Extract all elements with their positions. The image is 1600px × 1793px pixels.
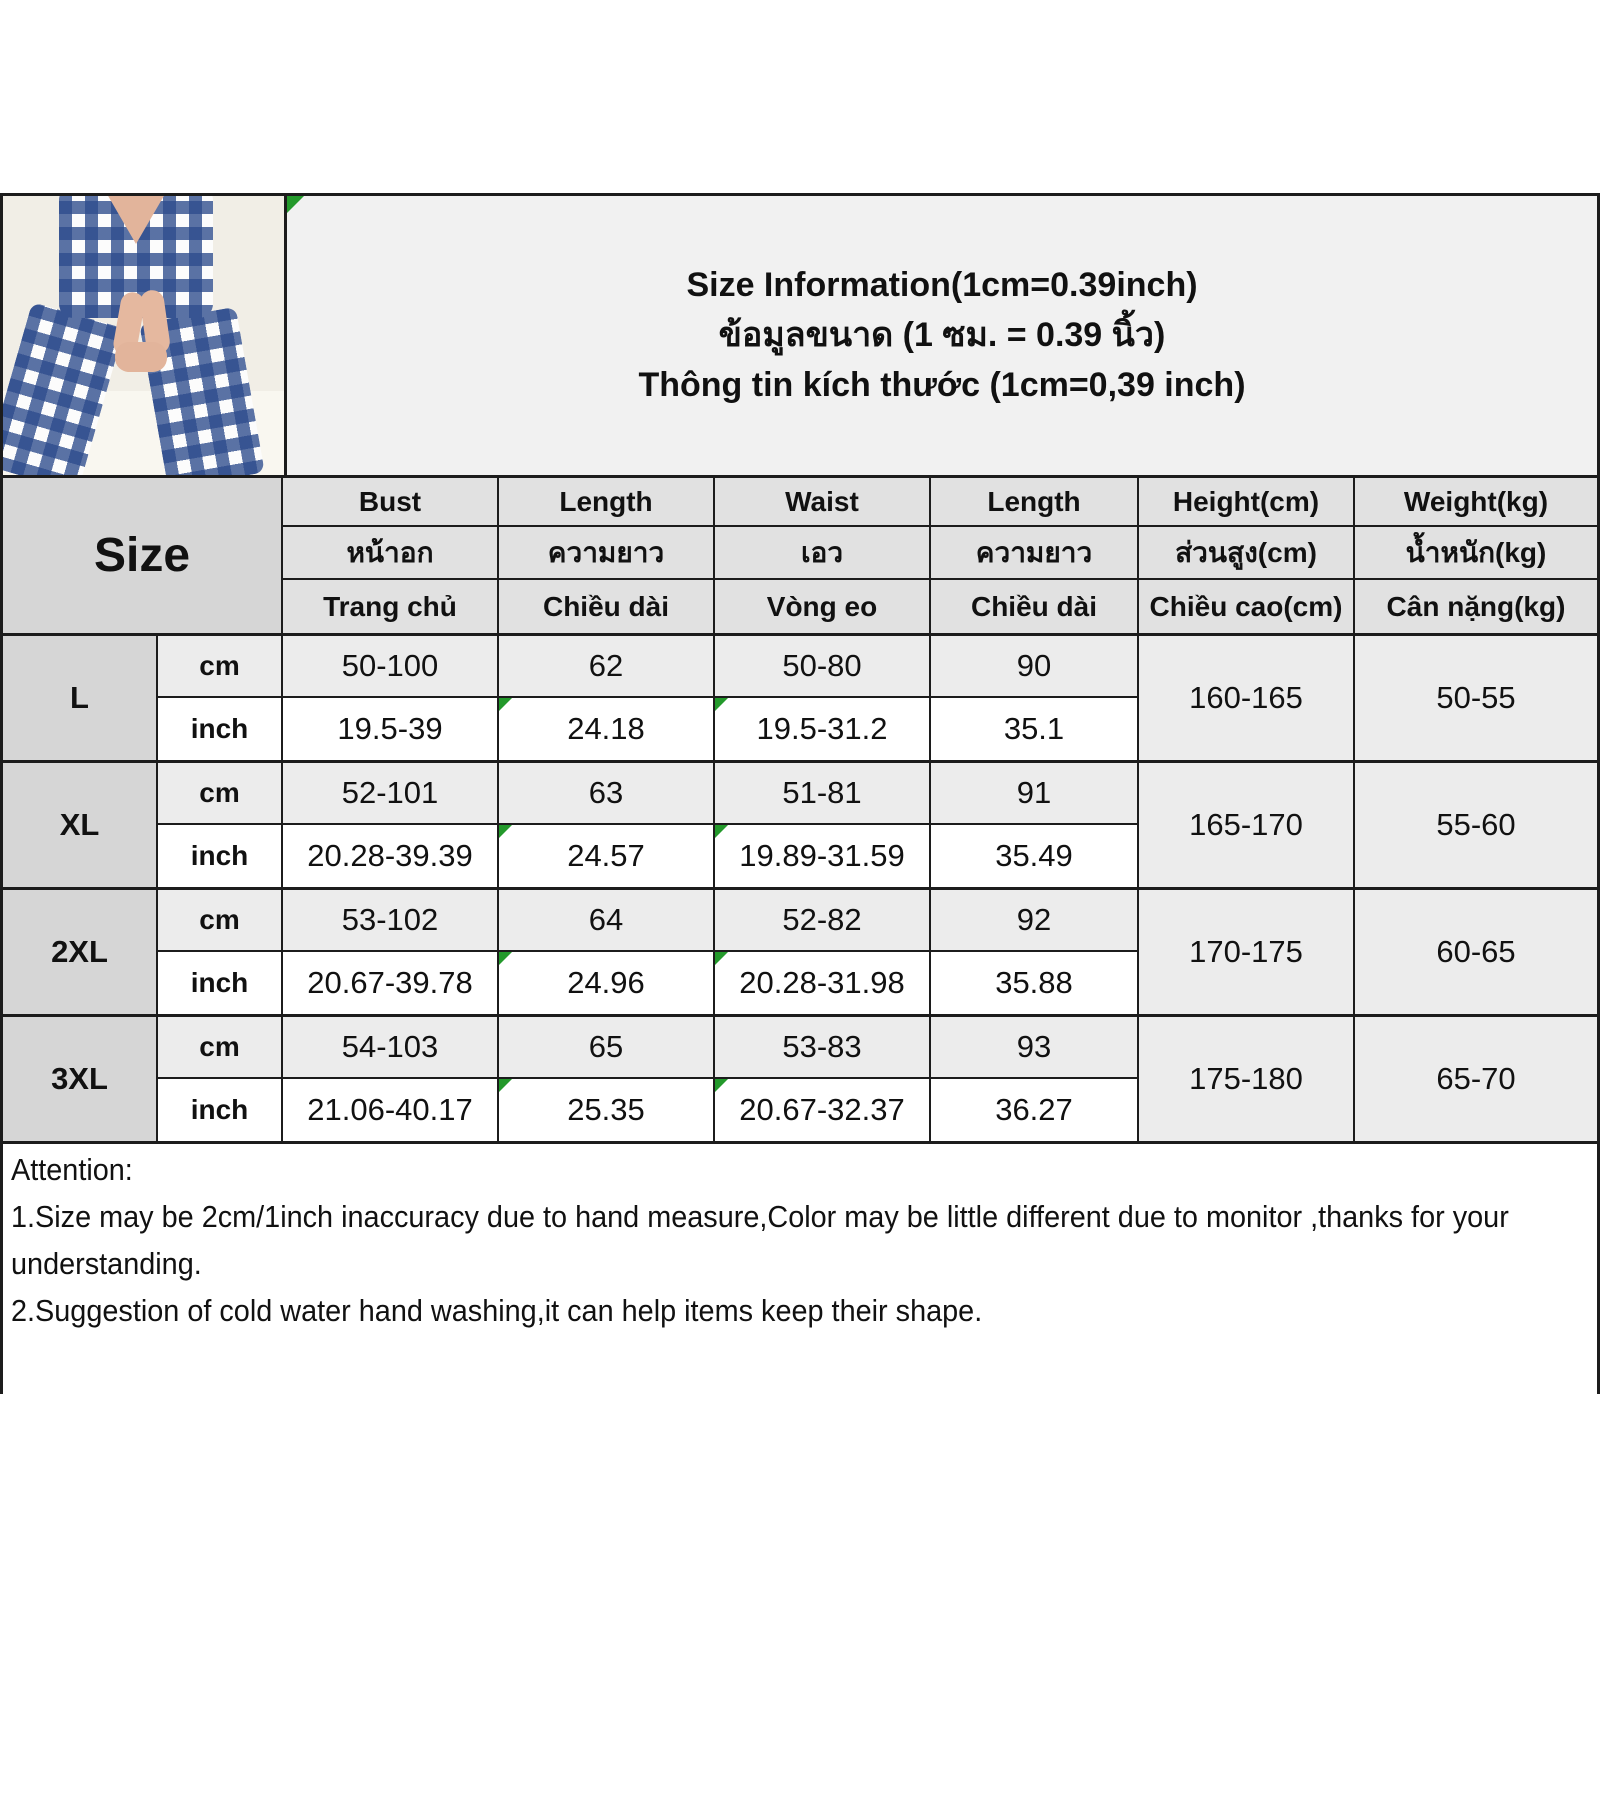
size-cell: XL [3, 763, 158, 887]
size-group-3xl [3, 1017, 1597, 1144]
header-height-vi: Chiều cao(cm) [1139, 580, 1355, 633]
header-weight-th: น้ำหนัก(kg) [1355, 527, 1597, 580]
header-height-th: ส่วนสูง(cm) [1139, 527, 1355, 580]
length2-cm-value: 92 [931, 890, 1139, 952]
attention-line-1: 1.Size may be 2cm/1inch inaccuracy due to hand measure,Color may be little different due to monitor ,thanks for your understanding. [11, 1198, 1509, 1282]
height-value: 175-180 [1139, 1017, 1355, 1141]
waist-inch-value [715, 825, 931, 887]
title-vi: Thông tin kích thước (1cm=0,39 inch) [638, 366, 1246, 405]
length-inch-text: 24.18 [567, 711, 645, 746]
length-inch-text: 24.96 [567, 965, 645, 1000]
waist-inch-text: 20.28-31.98 [739, 965, 905, 1000]
length-inch-value [499, 825, 715, 887]
size-cell: L [3, 636, 158, 760]
size-group-xl [3, 763, 1597, 890]
unit-cm-cell: cm [158, 890, 283, 952]
unit-inch-cell: inch [158, 825, 283, 887]
length-cm-value: 62 [499, 636, 715, 698]
size-header-cell: Size [3, 478, 283, 633]
length2-inch-value: 36.27 [931, 1079, 1139, 1141]
length2-inch-value: 35.88 [931, 952, 1139, 1014]
length2-inch-value: 35.49 [931, 825, 1139, 887]
model-hands [115, 342, 167, 372]
waist-inch-text: 19.89-31.59 [739, 838, 905, 873]
size-group-2xl [3, 890, 1597, 1017]
cell-flag-icon [499, 1079, 512, 1092]
bust-inch-value: 21.06-40.17 [283, 1079, 499, 1141]
cell-flag-icon [715, 952, 728, 965]
weight-value: 60-65 [1355, 890, 1597, 1014]
bust-inch-value: 19.5-39 [283, 698, 499, 760]
bust-cm-value: 52-101 [283, 763, 499, 825]
height-value: 170-175 [1139, 890, 1355, 1014]
header-weight-en: Weight(kg) [1355, 478, 1597, 527]
waist-cm-value: 53-83 [715, 1017, 931, 1079]
header-weight-vi: Cân nặng(kg) [1355, 580, 1597, 633]
length-inch-text: 24.57 [567, 838, 645, 873]
waist-inch-text: 20.67-32.37 [739, 1092, 905, 1127]
length-inch-text: 25.35 [567, 1092, 645, 1127]
attention-heading: Attention: [11, 1152, 133, 1187]
waist-cm-value: 51-81 [715, 763, 931, 825]
product-photo [3, 196, 287, 475]
header-length2-en: Length [931, 478, 1139, 527]
cell-flag-icon [499, 698, 512, 711]
unit-cm-cell: cm [158, 763, 283, 825]
cell-flag-icon [715, 825, 728, 838]
header-length2-vi: Chiều dài [931, 580, 1139, 633]
cell-comment-flag-icon [287, 196, 304, 213]
weight-value: 65-70 [1355, 1017, 1597, 1141]
table-header [3, 478, 1597, 636]
weight-value: 50-55 [1355, 636, 1597, 760]
waist-inch-text: 19.5-31.2 [756, 711, 888, 746]
header-length-vi: Chiều dài [499, 580, 715, 633]
cell-flag-icon [499, 952, 512, 965]
waist-inch-value [715, 1079, 931, 1141]
height-value: 165-170 [1139, 763, 1355, 887]
size-cell: 3XL [3, 1017, 158, 1141]
waist-cm-value: 52-82 [715, 890, 931, 952]
title-en: Size Information(1cm=0.39inch) [686, 265, 1198, 304]
length2-cm-value: 93 [931, 1017, 1139, 1079]
unit-cm-cell: cm [158, 636, 283, 698]
top-row [3, 196, 1597, 478]
bust-cm-value: 54-103 [283, 1017, 499, 1079]
bust-cm-value: 50-100 [283, 636, 499, 698]
length-cm-value: 65 [499, 1017, 715, 1079]
waist-cm-value: 50-80 [715, 636, 931, 698]
length-cm-value: 64 [499, 890, 715, 952]
bust-inch-value: 20.67-39.78 [283, 952, 499, 1014]
bust-cm-value: 53-102 [283, 890, 499, 952]
unit-inch-cell: inch [158, 698, 283, 760]
waist-inch-value [715, 952, 931, 1014]
header-length-th: ความยาว [499, 527, 715, 580]
header-height-en: Height(cm) [1139, 478, 1355, 527]
unit-inch-cell: inch [158, 1079, 283, 1141]
attention-note [3, 1144, 1597, 1394]
length-inch-value [499, 952, 715, 1014]
attention-line-2: 2.Suggestion of cold water hand washing,it can help items keep their shape. [11, 1293, 983, 1329]
header-waist-en: Waist [715, 478, 931, 527]
header-bust-th: หน้าอก [283, 527, 499, 580]
weight-value: 55-60 [1355, 763, 1597, 887]
size-chart-sheet [0, 193, 1600, 1394]
header-length2-th: ความยาว [931, 527, 1139, 580]
length-inch-value [499, 1079, 715, 1141]
size-group-l [3, 636, 1597, 763]
height-value: 160-165 [1139, 636, 1355, 760]
unit-inch-cell: inch [158, 952, 283, 1014]
length2-inch-value: 35.1 [931, 698, 1139, 760]
header-waist-vi: Vòng eo [715, 580, 931, 633]
length2-cm-value: 90 [931, 636, 1139, 698]
length-cm-value: 63 [499, 763, 715, 825]
size-cell: 2XL [3, 890, 158, 1014]
cell-flag-icon [715, 1079, 728, 1092]
title-block [287, 196, 1597, 475]
unit-cm-cell: cm [158, 1017, 283, 1079]
waist-inch-value [715, 698, 931, 760]
title-th: ข้อมูลขนาด (1 ซม. = 0.39 นิ้ว) [718, 315, 1166, 354]
cell-flag-icon [499, 825, 512, 838]
header-bust-vi: Trang chủ [283, 580, 499, 633]
length-inch-value [499, 698, 715, 760]
header-length-en: Length [499, 478, 715, 527]
bust-inch-value: 20.28-39.39 [283, 825, 499, 887]
header-bust-en: Bust [283, 478, 499, 527]
length2-cm-value: 91 [931, 763, 1139, 825]
header-waist-th: เอว [715, 527, 931, 580]
cell-flag-icon [715, 698, 728, 711]
